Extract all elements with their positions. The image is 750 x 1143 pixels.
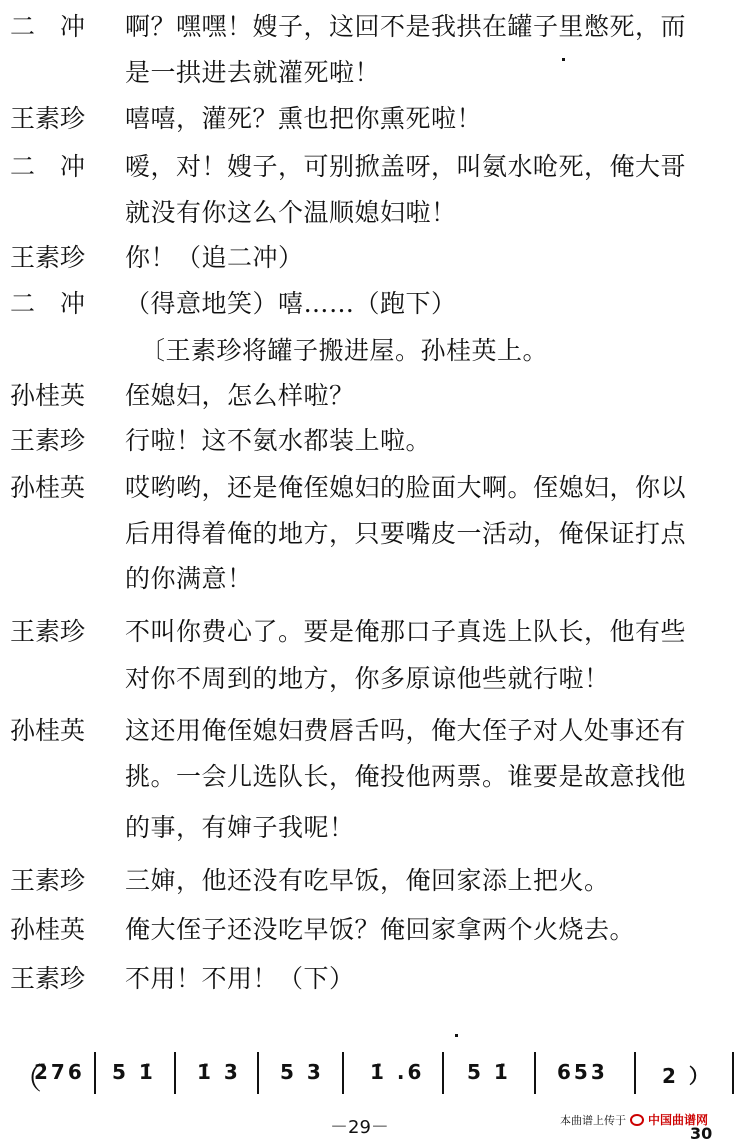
speaker-label: 二 冲: [10, 289, 86, 318]
speaker-label: 二 冲: [10, 12, 86, 41]
score-measure: 5 1̇: [467, 1060, 511, 1084]
speaker-label: 孙桂英: [10, 716, 86, 745]
score-measure: 2̇76: [34, 1060, 85, 1084]
dialogue-text: 不用！不用！（下）: [125, 964, 355, 993]
bar-line: [94, 1052, 96, 1094]
dialogue-text: 你！（追二冲）: [125, 243, 304, 272]
dialogue-continuation: 的你满意！: [125, 564, 253, 593]
speaker-label: 孙桂英: [10, 915, 86, 944]
speaker-label: 王素珍: [10, 617, 86, 646]
dialogue-text: 哎哟哟，还是俺侄媳妇的脸面大啊。侄媳妇，你以: [125, 473, 687, 502]
speaker-label: 孙桂英: [10, 381, 86, 410]
bar-line: [342, 1052, 344, 1094]
page-number: －29－: [330, 1117, 389, 1138]
dialogue-continuation: 后用得着俺的地方，只要嘴皮一活动，俺保证打点: [125, 519, 687, 548]
bar-line: [634, 1052, 636, 1094]
speaker-label: 王素珍: [10, 964, 86, 993]
score-measure: 1̇ .6: [370, 1060, 425, 1084]
score-measure: 1̇ 3: [197, 1060, 241, 1084]
score-measure: 653: [557, 1060, 608, 1084]
speaker-label: 二 冲: [10, 152, 86, 181]
dialogue-continuation: 的事，有婶子我呢！: [125, 813, 355, 842]
bar-line: [534, 1052, 536, 1094]
speaker-label: 王素珍: [10, 426, 86, 455]
score-measure: 5 3: [280, 1060, 324, 1084]
speaker-label: 王素珍: [10, 243, 86, 272]
dialogue-continuation: 对你不周到的地方，你多原谅他些就行啦！: [125, 664, 610, 693]
dialogue-text: 嗳，对！嫂子，可别掀盖呀，叫氨水呛死，俺大哥: [125, 152, 687, 181]
print-speck: [455, 1034, 458, 1037]
jianpu-score: [12, 1048, 742, 1098]
dialogue-text: 啊？嘿嘿！嫂子，这回不是我拱在罐子里憋死，而: [125, 12, 687, 41]
site-logo-icon: [630, 1114, 644, 1126]
dialogue-text: 不叫你费心了。要是俺那口子真选上队长，他有些: [125, 617, 687, 646]
dialogue-continuation: 就没有你这么个温顺媳妇啦！: [125, 198, 457, 227]
score-open-paren: （: [12, 1062, 42, 1097]
stage-direction: 〔王素珍将罐子搬进屋。孙桂英上。: [140, 336, 549, 365]
speaker-label: 王素珍: [10, 104, 86, 133]
dialogue-continuation: 挑。一会儿选队长，俺投他两票。谁要是故意找他: [125, 762, 687, 791]
score-measure: 5 1̇: [112, 1060, 156, 1084]
corner-page-number: 30: [690, 1124, 713, 1143]
speaker-label: 孙桂英: [10, 473, 86, 502]
print-speck: [562, 58, 565, 61]
dialogue-text: 这还用俺侄媳妇费唇舌吗，俺大侄子对人处事还有: [125, 716, 687, 745]
bar-line: [257, 1052, 259, 1094]
dialogue-text: （得意地笑）嘻……（跑下）: [125, 289, 457, 318]
dialogue-text: 侄媳妇，怎么样啦？: [125, 381, 355, 410]
score-measure: 2 ）: [662, 1064, 712, 1088]
footer-text: 本曲谱上传于: [560, 1113, 626, 1127]
bar-line: [442, 1052, 444, 1094]
speaker-label: 王素珍: [10, 866, 86, 895]
bar-line: [732, 1052, 734, 1094]
bar-line: [174, 1052, 176, 1094]
dialogue-text: 俺大侄子还没吃早饭？俺回家拿两个火烧去。: [125, 915, 636, 944]
watermark-footer: [560, 1111, 708, 1128]
dialogue-text: 行啦！这不氨水都装上啦。: [125, 426, 432, 455]
dialogue-text: 三婶，他还没有吃早饭，俺回家添上把火。: [125, 866, 610, 895]
dialogue-continuation: 是一拱进去就灌死啦！: [125, 58, 381, 87]
dialogue-text: 嘻嘻，灌死？熏也把你熏死啦！: [125, 104, 483, 133]
site-name: 中国曲谱网: [648, 1113, 709, 1127]
